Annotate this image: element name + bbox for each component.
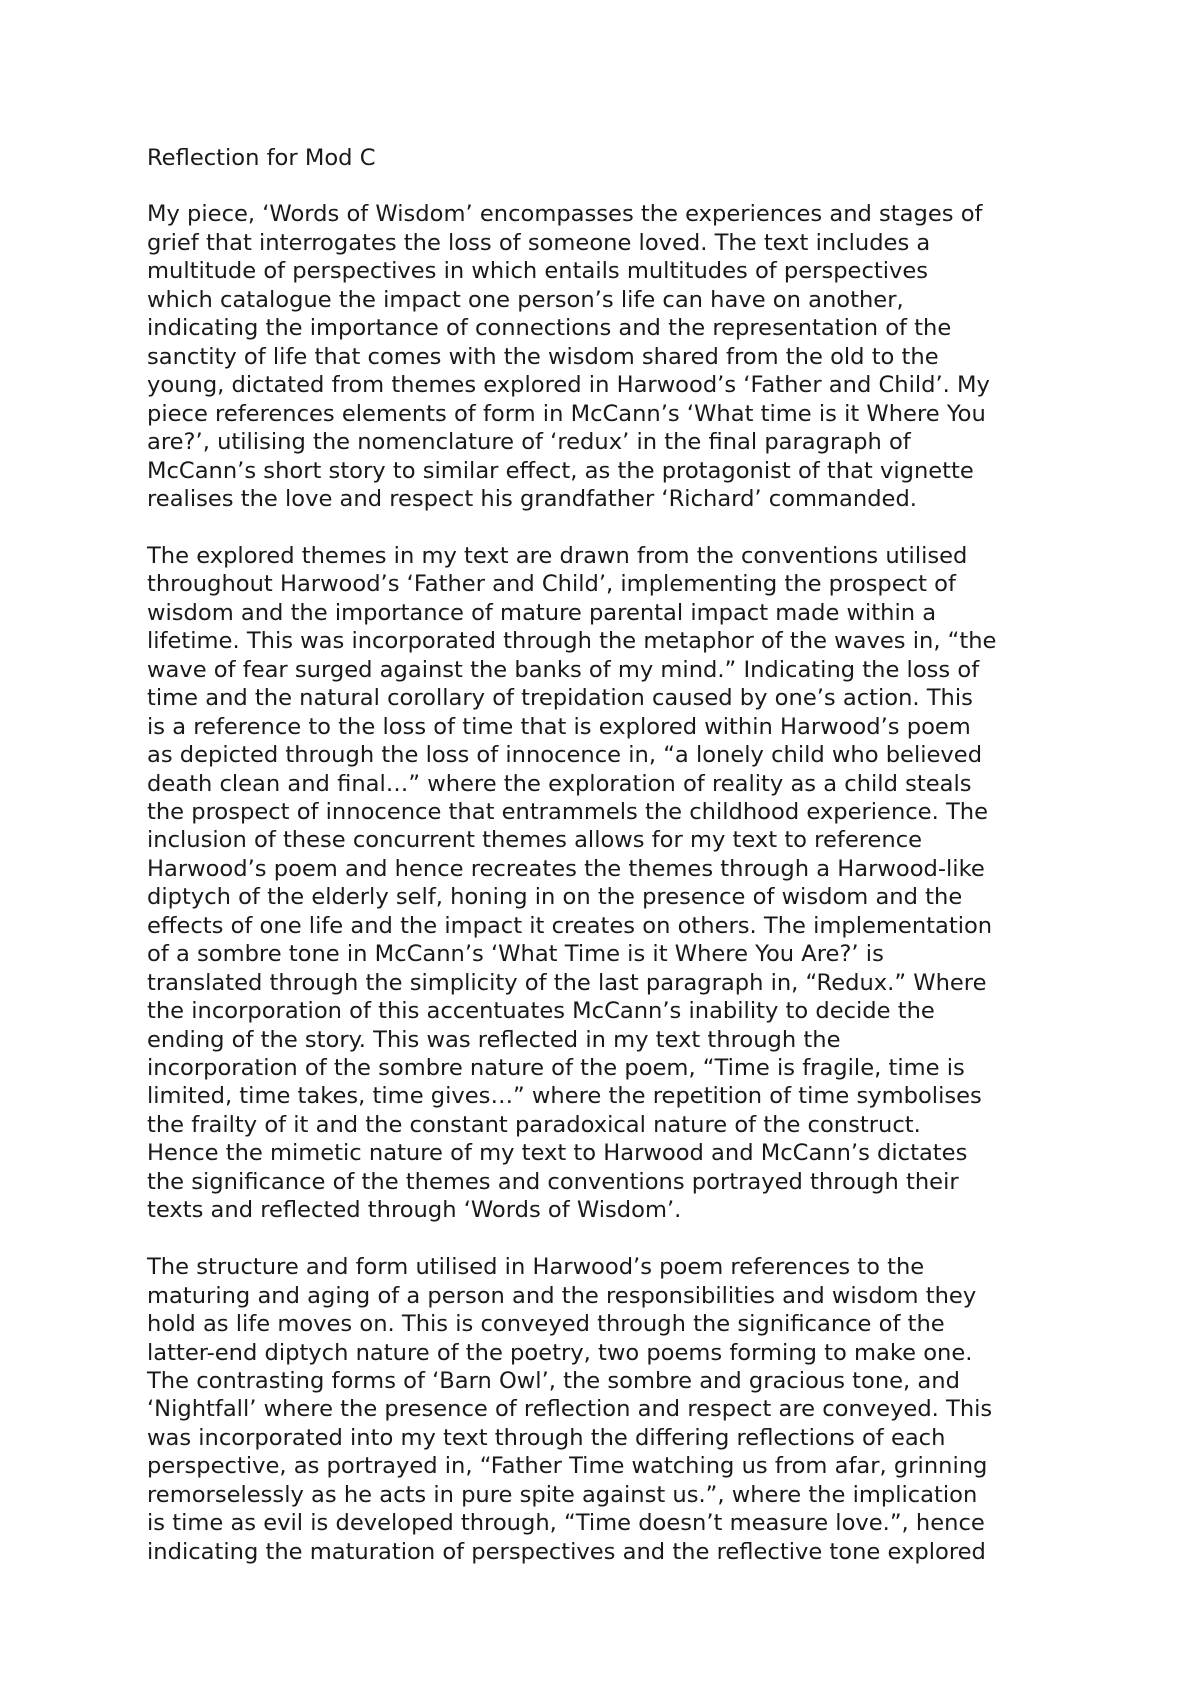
paragraph-line: wave of fear surged against the banks of my mind.” Indicating the loss of — [147, 656, 980, 683]
paragraph-line: as depicted through the loss of innocence in, “a lonely child who believed — [147, 742, 983, 769]
paragraph-line: diptych of the elderly self, honing in on the presence of wisdom and the — [147, 884, 963, 911]
paragraph-line: multitude of perspectives in which entails multitudes of perspectives — [147, 258, 929, 285]
paragraph-2 — [147, 542, 1077, 1225]
paragraph-line: young, dictated from themes explored in Harwood’s ‘Father and Child’. My — [147, 372, 990, 399]
document-title: Reflection for Mod C — [147, 145, 376, 171]
paragraph-line: ‘Nightfall’ where the presence of reflection and respect are conveyed. This — [147, 1396, 993, 1423]
paragraph-line: throughout Harwood’s ‘Father and Child’, implementing the prospect of — [147, 571, 956, 598]
paragraph-line: maturing and aging of a person and the responsibilities and wisdom they — [147, 1282, 977, 1309]
paragraph-line: lifetime. This was incorporated through the metaphor of the waves in, “the — [147, 628, 997, 655]
document-body — [147, 144, 1077, 1595]
paragraph-line: wisdom and the importance of mature parental impact made within a — [147, 599, 937, 626]
paragraph-line: limited, time takes, time gives…” where the repetition of time symbolises — [147, 1083, 982, 1110]
paragraph-line: death clean and final…” where the exploration of reality as a child steals — [147, 770, 972, 797]
paragraph-line: sanctity of life that comes with the wisdom shared from the old to the — [147, 343, 939, 370]
paragraph-line: perspective, as portrayed in, “Father Time watching us from afar, grinning — [147, 1453, 988, 1480]
paragraph-line: latter-end diptych nature of the poetry, two poems forming to make one. — [147, 1339, 973, 1366]
paragraph-line: incorporation of the sombre nature of the poem, “Time is fragile, time is — [147, 1055, 965, 1082]
paragraph-line: hold as life moves on. This is conveyed through the significance of the — [147, 1311, 945, 1338]
paragraph-line: the significance of the themes and conventions portrayed through their — [147, 1168, 959, 1195]
paragraph-line: grief that interrogates the loss of someone loved. The text includes a — [147, 229, 931, 256]
paragraph-line: is a reference to the loss of time that is explored within Harwood’s poem — [147, 713, 971, 740]
paragraph-line: My piece, ‘Words of Wisdom’ encompasses the experiences and stages of — [147, 201, 983, 228]
paragraph-line: indicating the maturation of perspectives and the reflective tone explored — [147, 1538, 986, 1565]
paragraph-line: piece references elements of form in McCann’s ‘What time is it Where You — [147, 400, 986, 427]
paragraph-line: inclusion of these concurrent themes allows for my text to reference — [147, 827, 923, 854]
paragraph-line: texts and reflected through ‘Words of Wisdom’. — [147, 1197, 682, 1224]
paragraphs-container — [147, 200, 1077, 1566]
paragraph-3 — [147, 1253, 1077, 1566]
paragraph-line: The contrasting forms of ‘Barn Owl’, the sombre and gracious tone, and — [147, 1368, 960, 1394]
paragraph-line: McCann’s short story to similar effect, as the protagonist of that vignette — [147, 457, 974, 484]
paragraph-line: the prospect of innocence that entrammels the childhood experience. The — [147, 798, 988, 825]
paragraph-line: of a sombre tone in McCann’s ‘What Time is it Where You Are?’ is — [147, 941, 884, 968]
paragraph-line: The explored themes in my text are drawn from the conventions utilised — [147, 542, 968, 569]
paragraph-line: The structure and form utilised in Harwood’s poem references to the — [147, 1254, 925, 1281]
paragraph-line: which catalogue the impact one person’s life can have on another, — [147, 286, 904, 313]
paragraph-line: effects of one life and the impact it creates on others. The implementation — [147, 912, 993, 939]
paragraph-line: Harwood’s poem and hence recreates the themes through a Harwood-like — [147, 855, 985, 882]
paragraph-line: remorselessly as he acts in pure spite against us.”, where the implication — [147, 1481, 978, 1508]
paragraph-line: ending of the story. This was reflected in my text through the — [147, 1026, 841, 1053]
paragraph-1 — [147, 200, 1077, 513]
paragraph-line: indicating the importance of connections and the representation of the — [147, 315, 952, 342]
paragraph-line: the frailty of it and the constant paradoxical nature of the construct. — [147, 1111, 921, 1138]
paragraph-line: was incorporated into my text through the differing reflections of each — [147, 1424, 946, 1451]
paragraph-line: Hence the mimetic nature of my text to Harwood and McCann’s dictates — [147, 1140, 968, 1167]
paragraph-line: the incorporation of this accentuates McCann’s inability to decide the — [147, 998, 935, 1025]
paragraph-line: time and the natural corollary of trepidation caused by one’s action. This — [147, 685, 973, 712]
paragraph-line: is time as evil is developed through, “Time doesn’t measure love.”, hence — [147, 1510, 985, 1537]
paragraph-line: realises the love and respect his grandfather ‘Richard’ commanded. — [147, 485, 917, 512]
paragraph-line: translated through the simplicity of the last paragraph in, “Redux.” Where — [147, 969, 987, 996]
paragraph-line: are?’, utilising the nomenclature of ‘redux’ in the final paragraph of — [147, 429, 911, 456]
